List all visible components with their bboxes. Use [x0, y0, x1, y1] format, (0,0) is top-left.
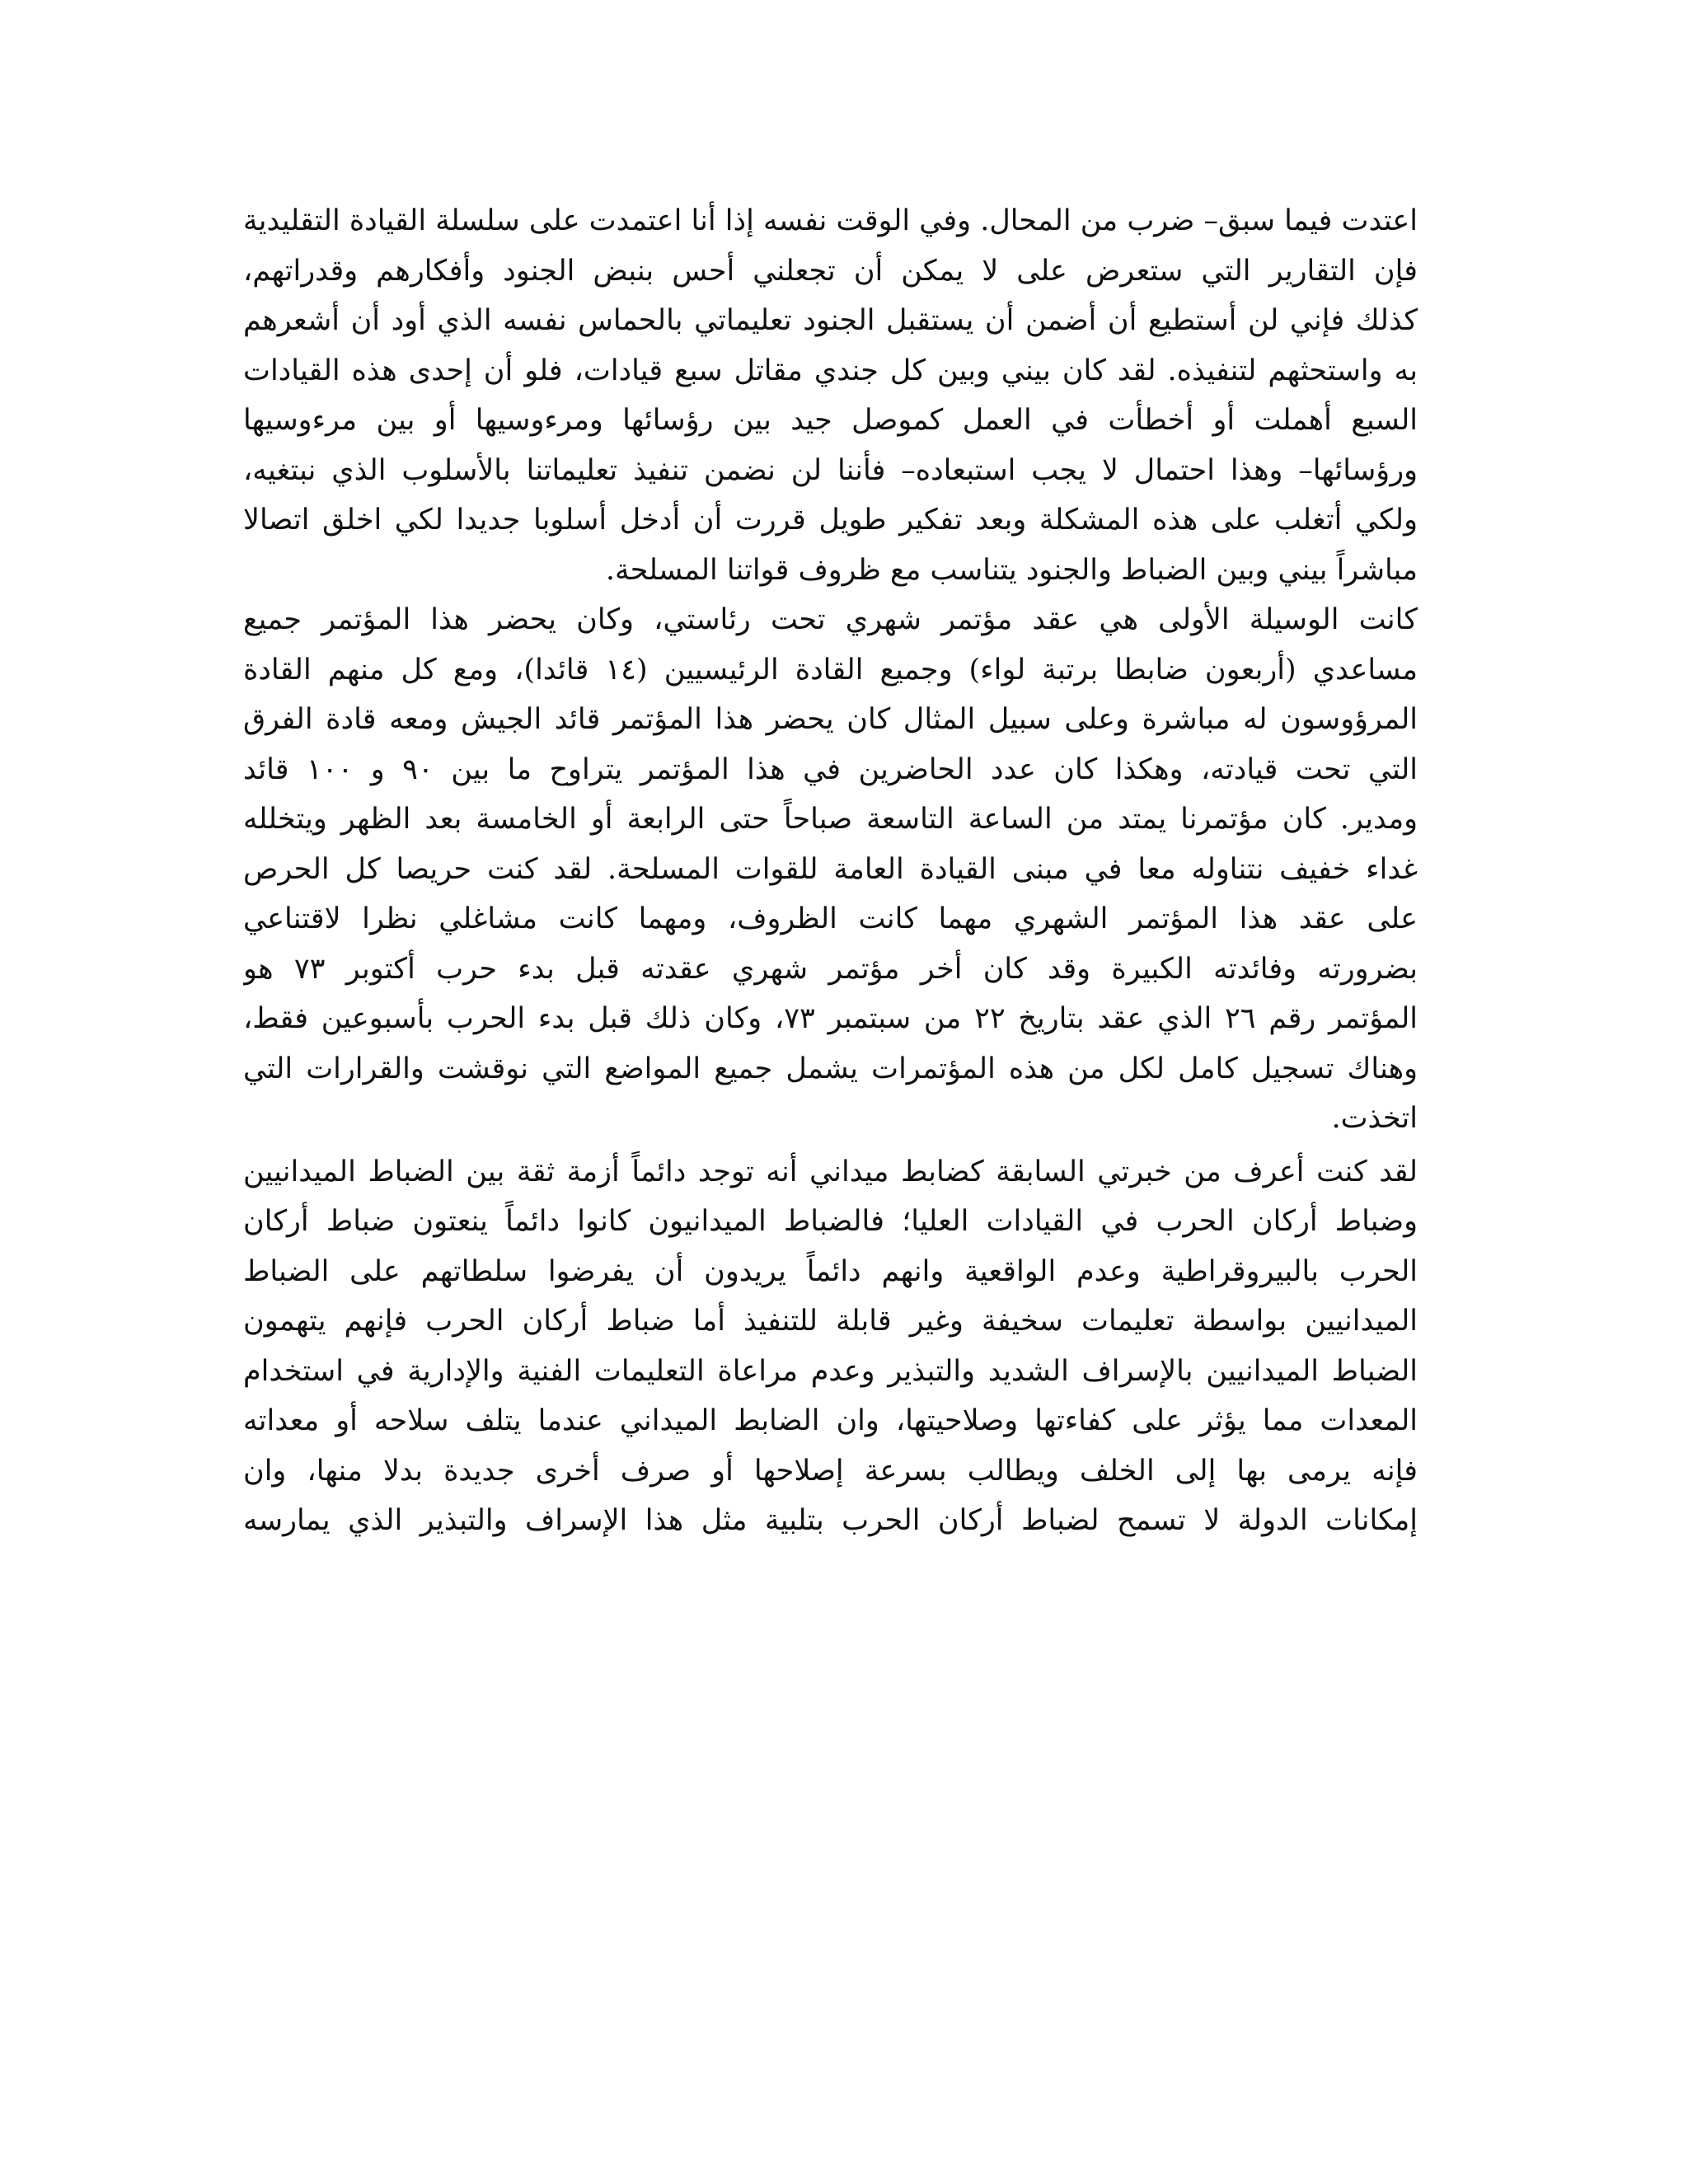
text-line: بضرورته وفائدته الكبيرة وقد كان أخر مؤتمر شهري عقدته قبل بدء حرب أكتوبر ٧٣ هو [243, 952, 1418, 986]
text-line: على عقد هذا المؤتمر الشهري مهما كانت الظروف، ومهما كانت مشاغلي نظرا لاقتناعي [243, 902, 1418, 935]
text-line: اعتدت فيما سبق– ضرب من المحال. وفي الوقت نفسه إذا أنا اعتمدت على سلسلة القيادة التقليدية [243, 204, 1418, 237]
text-line: المعدات مما يؤثر على كفاءتها وصلاحيتها، وان الضابط الميداني عندما يتلف سلاحه أو معداته [243, 1404, 1418, 1437]
paragraph-2 [243, 595, 1418, 1144]
text-line: ولكي أتغلب على هذه المشكلة وبعد تفكير طويل قررت أن أدخل أسلوبا جديدا لكي اخلق اتصالا [243, 504, 1418, 537]
text-line: إمكانات الدولة لا تسمح لضباط أركان الحرب بتلبية مثل هذا الإسراف والتبذير الذي يمارسه [243, 1504, 1418, 1537]
paragraph-1 [243, 196, 1418, 595]
text-line: فإنه يرمى بها إلى الخلف ويطالب بسرعة إصلاحها أو صرف أخرى جديدة بدلا منها، وان [243, 1454, 1418, 1488]
text-line: المؤتمر رقم ٢٦ الذي عقد بتاريخ ٢٢ من سبتمبر ٧٣، وكان ذلك قبل بدء الحرب بأسبوعين فقط، [243, 1002, 1418, 1035]
paragraph-3 [243, 1147, 1418, 1546]
text-line: ورؤسائها– وهذا احتمال لا يجب استبعاده– فأننا لن نضمن تنفيذ تعليماتنا بالأسلوب الذي نبتغيه، [243, 453, 1418, 487]
text-line: به واستحثهم لتنفيذه. لقد كان بيني وبين كل جندي مقاتل سبع قيادات، فلو أن إحدى هذه القيادات [243, 354, 1418, 387]
text-line: التي تحت قيادته، وهكذا كان عدد الحاضرين في هذا المؤتمر يتراوح ما بين ٩٠ و ١٠٠ قائد [243, 752, 1418, 786]
text-line: المرؤوسون له مباشرة وعلى سبيل المثال كان يحضر هذا المؤتمر قائد الجيش ومعه قادة الفرق [243, 703, 1418, 736]
text-line: لقد كنت أعرف من خبرتي السابقة كضابط ميداني أنه توجد دائماً أزمة ثقة بين الضباط الميدانيين [243, 1155, 1418, 1188]
text-line: مباشراً بيني وبين الضباط والجنود يتناسب مع ظروف قواتنا المسلحة. [605, 553, 1418, 587]
text-line: غداء خفيف نتناوله معا في مبنى القيادة العامة للقوات المسلحة. لقد كنت حريصا كل الحرص [243, 852, 1418, 886]
text-line: كانت الوسيلة الأولى هي عقد مؤتمر شهري تحت رئاستي، وكان يحضر هذا المؤتمر جميع [243, 603, 1418, 636]
text-line: الضباط الميدانيين بالإسراف الشديد والتبذير وعدم مراعاة التعليمات الفنية والإدارية في استخدام [243, 1354, 1418, 1388]
text-line: السبع أهملت أو أخطأت في العمل كموصل جيد بين رؤسائها ومرءوسيها أو بين مرءوسيها [243, 404, 1418, 437]
text-line: الميدانيين بواسطة تعليمات سخيفة وغير قابلة للتنفيذ أما ضباط أركان الحرب فإنهم يتهمون [243, 1305, 1418, 1338]
text-line: اتخذت. [1331, 1102, 1418, 1135]
document-body [243, 196, 1418, 1546]
text-line: فإن التقارير التي ستعرض على لا يمكن أن تجعلني أحس بنبض الجنود وأفكارهم وقدراتهم، [243, 254, 1418, 288]
text-line: الحرب بالبيروقراطية وعدم الواقعية وانهم دائماً يريدون أن يفرضوا سلطاتهم على الضباط [243, 1254, 1418, 1288]
text-line: وهناك تسجيل كامل لكل من هذه المؤتمرات يشمل جميع المواضع التي نوقشت والقرارات التي [243, 1052, 1418, 1085]
text-line: كذلك فإني لن أستطيع أن أضمن أن يستقبل الجنود تعليماتي بالحماس نفسه الذي أود أن أشعرهم [243, 304, 1418, 337]
text-line: وضباط أركان الحرب في القيادات العليا؛ فالضباط الميدانيون كانوا دائماً ينعتون ضباط أركان [243, 1205, 1418, 1238]
text-line: مساعدي (أربعون ضابطا برتبة لواء) وجميع القادة الرئيسيين (١٤ قائدا)، ومع كل منهم القادة [243, 653, 1418, 687]
text-line: ومدير. كان مؤتمرنا يمتد من الساعة التاسعة صباحاً حتى الرابعة أو الخامسة بعد الظهر ويتخلله [243, 803, 1418, 836]
